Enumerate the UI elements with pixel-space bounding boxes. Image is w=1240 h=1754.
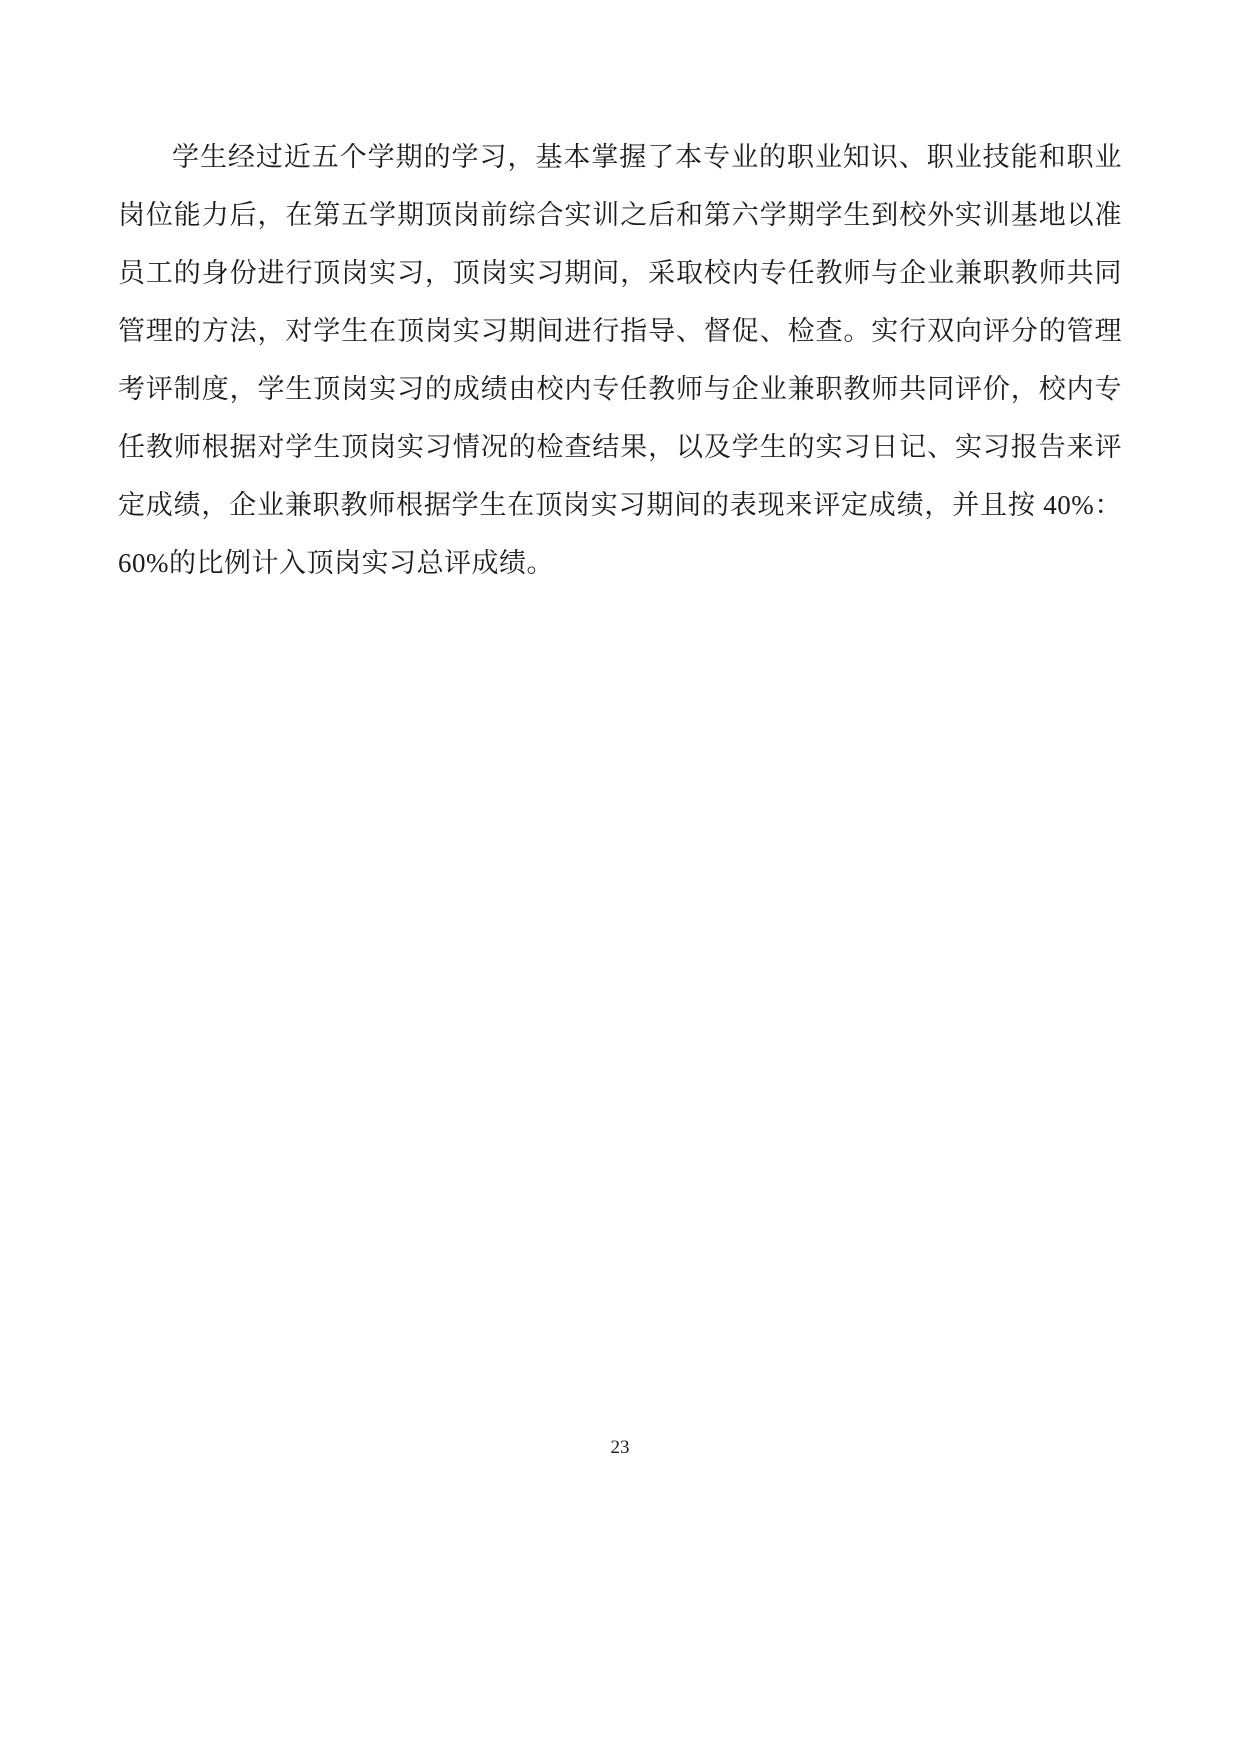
page-content [118, 128, 1122, 592]
body-paragraph: 学生经过近五个学期的学习，基本掌握了本专业的职业知识、职业技能和职业岗位能力后，在第五学期顶岗前综合实训之后和第六学期学生到校外实训基地以准员工的身份进行顶岗实习，顶岗实习期间，采取校内专任教师与企业兼职教师共同管理的方法，对学生在顶岗实习期间进行指导、督促、检查。实行双向评分的管理考评制度，学生顶岗实习的成绩由校内专任教师与企业兼职教师共同评价，校内专任教师根据对学生顶岗实习情况的检查结果，以及学生的实习日记、实习报告来评定成绩，企业兼职教师根据学生在顶岗实习期间的表现来评定成绩，并且按 40%：60%的比例计入顶岗实习总评成绩。 [118, 142, 1122, 578]
page-number: 23 [610, 1437, 630, 1458]
